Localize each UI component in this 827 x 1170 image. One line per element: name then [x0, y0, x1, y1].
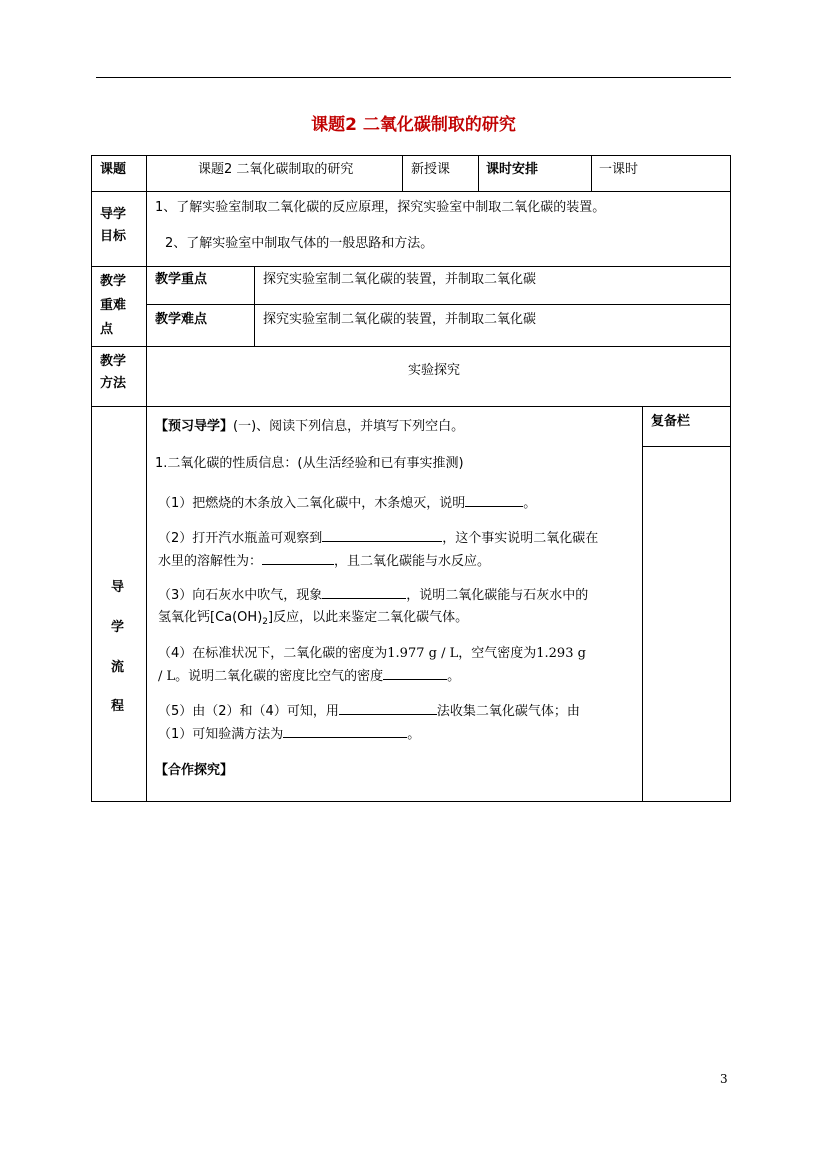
row-divider	[91, 346, 731, 347]
focus-label: 教学重点	[155, 272, 208, 287]
page-number: 3	[720, 1072, 728, 1086]
difficulty-label: 教学难点	[155, 312, 208, 327]
lesson-type: 新授课	[411, 162, 451, 177]
row-divider	[91, 191, 731, 192]
question-2: （2）打开汽水瓶盖可观察到 ，这个事实说明二氧化碳在 水里的溶解性为： ，且二氧化碳能与水反应。	[158, 527, 638, 573]
header-rule	[96, 77, 731, 78]
topic-value: 课题2 二氧化碳制取的研究	[198, 162, 354, 177]
goal-item-2: 2、了解实验室中制取气体的一般思路和方法。	[165, 236, 434, 251]
answer-blank-2[interactable]	[322, 527, 442, 542]
col-divider	[402, 155, 403, 191]
col-divider	[254, 266, 255, 346]
row-divider	[91, 406, 642, 407]
flow-label-4: 程	[111, 699, 125, 714]
row-divider	[146, 304, 731, 305]
difficulty-text: 探究实验室制二氧化碳的装置，并制取二氧化碳	[263, 312, 537, 327]
answer-blank-6[interactable]	[339, 700, 437, 715]
topic-label: 课题	[100, 162, 127, 177]
row-divider	[91, 266, 731, 267]
review-divider	[642, 446, 731, 447]
review-label: 复备栏	[651, 414, 691, 429]
page-title: 课题2 二氧化碳制取的研究	[311, 115, 516, 135]
answer-blank-4[interactable]	[322, 584, 406, 599]
flow-label-3: 流	[111, 660, 125, 675]
col-divider	[591, 155, 592, 191]
schedule-label: 课时安排	[486, 162, 539, 177]
info-heading: 1.二氧化碳的性质信息：(从生活经验和已有事实推测)	[155, 456, 464, 471]
method-label: 教学 方法	[100, 354, 127, 391]
question-5: （5）由（2）和（4）可知，用 法收集二氧化碳气体；由 （1）可知验满方法为 。	[158, 700, 638, 746]
answer-blank-7[interactable]	[283, 723, 407, 738]
focus-text: 探究实验室制二氧化碳的装置，并制取二氧化碳	[263, 272, 537, 287]
review-top	[642, 406, 731, 407]
col-divider	[146, 155, 147, 802]
question-3: （3）向石灰水中吹气，现象 ，说明二氧化碳能与石灰水中的 氢氧化钙$[Ca(OH)_2]$反应，以此来鉴定二氧化碳气体。	[158, 584, 638, 633]
answer-blank-3[interactable]	[262, 550, 334, 565]
goals-label: 导学 目标	[100, 207, 127, 244]
question-4: （4）在标准状况下，二氧化碳的密度为1.977 g / L，空气密度为1.293 g / L。说明二氧化碳的密度比空气的密度 。	[158, 646, 586, 684]
review-column-divider	[642, 406, 643, 802]
flow-label-2: 学	[111, 620, 125, 635]
cooperation-heading: 【合作探究】	[155, 763, 234, 778]
answer-blank-5[interactable]	[383, 665, 447, 680]
method-value: 实验探究	[408, 363, 461, 378]
answer-blank-1[interactable]	[465, 492, 523, 507]
key-points-label: 教学 重难 点	[100, 274, 127, 337]
col-divider	[478, 155, 479, 191]
flow-label-1: 导	[111, 580, 125, 595]
schedule-value: 一课时	[599, 162, 639, 177]
goal-item-1: 1、了解实验室制取二氧化碳的反应原理，探究实验室中制取二氧化碳的装置。	[155, 200, 606, 215]
preview-line: 【预习导学】(一)、阅读下列信息，并填写下列空白。	[155, 419, 465, 434]
question-1: （1）把燃烧的木条放入二氧化碳中，木条熄灭，说明 。	[158, 492, 536, 514]
